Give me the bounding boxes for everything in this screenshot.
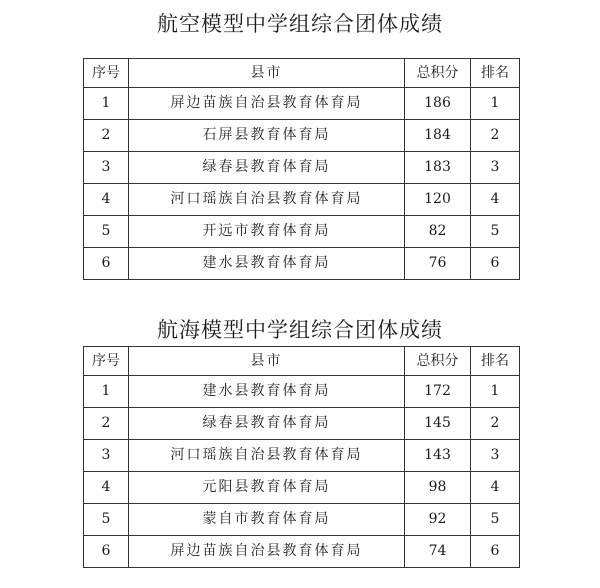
table-row: [84, 504, 520, 536]
table-row: [84, 248, 520, 280]
marine-table-title: 航海模型中学组综合团体成绩: [157, 318, 443, 342]
header-rank: 排名: [471, 59, 520, 88]
cell-county: 元阳县教育体育局: [129, 472, 405, 504]
cell-county: 绿春县教育体育局: [129, 408, 405, 440]
table-header-row: [84, 59, 520, 88]
cell-score: 74: [405, 536, 471, 568]
cell-score: 172: [405, 376, 471, 408]
table-row: [84, 184, 520, 216]
table-row: [84, 440, 520, 472]
cell-score: 98: [405, 472, 471, 504]
header-county: 县市: [129, 347, 405, 376]
header-score: 总积分: [405, 59, 471, 88]
cell-county: 建水县教育体育局: [129, 248, 405, 280]
cell-score: 82: [405, 216, 471, 248]
cell-score: 186: [405, 88, 471, 120]
header-seq: 序号: [84, 347, 129, 376]
table-header-row: [84, 347, 520, 376]
cell-county: 河口瑶族自治县教育体育局: [129, 184, 405, 216]
cell-rank: 3: [471, 440, 520, 472]
cell-seq: 5: [84, 216, 129, 248]
table-row: [84, 536, 520, 568]
aero-results-table: [83, 58, 520, 280]
cell-county: 石屏县教育体育局: [129, 120, 405, 152]
cell-rank: 4: [471, 472, 520, 504]
cell-score: 92: [405, 504, 471, 536]
header-seq: 序号: [84, 59, 129, 88]
cell-rank: 5: [471, 504, 520, 536]
marine-results-table: [83, 346, 520, 568]
cell-county: 蒙自市教育体育局: [129, 504, 405, 536]
table-row: [84, 216, 520, 248]
cell-seq: 6: [84, 536, 129, 568]
aero-table-title: 航空模型中学组综合团体成绩: [157, 12, 443, 36]
cell-rank: 3: [471, 152, 520, 184]
table-row: [84, 472, 520, 504]
table-row: [84, 408, 520, 440]
table-row: [84, 376, 520, 408]
cell-seq: 5: [84, 504, 129, 536]
cell-seq: 6: [84, 248, 129, 280]
header-score: 总积分: [405, 347, 471, 376]
cell-rank: 5: [471, 216, 520, 248]
cell-seq: 3: [84, 440, 129, 472]
table-row: [84, 88, 520, 120]
cell-seq: 1: [84, 88, 129, 120]
cell-rank: 1: [471, 88, 520, 120]
cell-rank: 6: [471, 536, 520, 568]
cell-seq: 4: [84, 184, 129, 216]
cell-county: 开远市教育体育局: [129, 216, 405, 248]
cell-county: 建水县教育体育局: [129, 376, 405, 408]
cell-score: 183: [405, 152, 471, 184]
header-county: 县市: [129, 59, 405, 88]
cell-rank: 6: [471, 248, 520, 280]
cell-county: 屏边苗族自治县教育体育局: [129, 88, 405, 120]
cell-score: 120: [405, 184, 471, 216]
cell-score: 143: [405, 440, 471, 472]
header-rank: 排名: [471, 347, 520, 376]
cell-rank: 2: [471, 408, 520, 440]
table-row: [84, 120, 520, 152]
cell-county: 绿春县教育体育局: [129, 152, 405, 184]
cell-score: 184: [405, 120, 471, 152]
cell-county: 河口瑶族自治县教育体育局: [129, 440, 405, 472]
cell-rank: 4: [471, 184, 520, 216]
cell-score: 76: [405, 248, 471, 280]
cell-score: 145: [405, 408, 471, 440]
cell-seq: 1: [84, 376, 129, 408]
cell-seq: 2: [84, 408, 129, 440]
cell-seq: 2: [84, 120, 129, 152]
cell-county: 屏边苗族自治县教育体育局: [129, 536, 405, 568]
cell-rank: 2: [471, 120, 520, 152]
cell-rank: 1: [471, 376, 520, 408]
table-row: [84, 152, 520, 184]
cell-seq: 3: [84, 152, 129, 184]
cell-seq: 4: [84, 472, 129, 504]
